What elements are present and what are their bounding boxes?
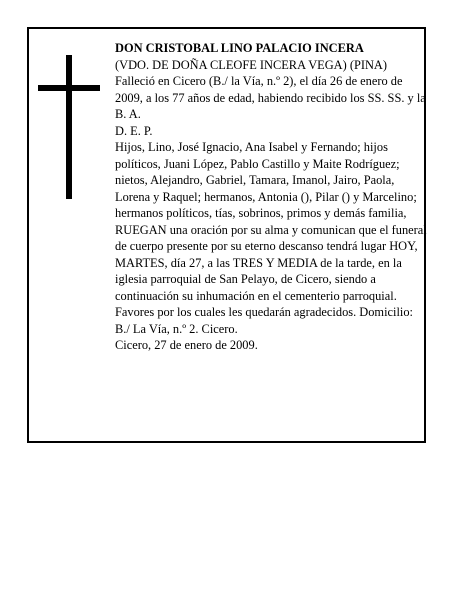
death-announcement: Falleció en Cicero (B./ la Vía, n.º 2), el día 26 de enero de 2009, a los 77 años de edad, habiendo recibido los SS. SS. y la B. A. [115, 74, 426, 121]
obituary-frame [27, 27, 426, 443]
latin-cross-icon [38, 55, 100, 199]
family-list: Hijos, Lino, José Ignacio, Ana Isabel y Fernando; hijos políticos, Juani López, Pablo Castillo y Maite Rodríguez; nietos, Alejandro, Gabriel, Tamara, Imanol, Jairo, Paola, Lorena y Raquel; hermanos, Antonia (), Pilar () y Marcelino; hermanos políticos, tías, sobrinos, primos y demás familia, [115, 140, 417, 220]
cross-horizontal-bar [38, 85, 100, 91]
widow-line: (VDO. DE DOÑA CLEOFE INCERA VEGA) (PINA) [115, 57, 388, 72]
deceased-name: DON CRISTOBAL LINO PALACIO INCERA [115, 41, 364, 55]
rest-in-peace: D. E. P. [115, 123, 153, 138]
funeral-details: RUEGAN una oración por su alma y comunican que el funeral de cuerpo presente por su eterno descanso tendrá lugar HOY, MARTES, día 27, a las TRES Y MEDIA de la tarde, en la iglesia parroquial de San Pelayo, de Cicero, siendo a continuación su inhumación en el cementerio parroquial. Favores por los cuales les quedarán agradecidos. Domicilio: B./ La Vía, n.º 2. Cicero. [115, 222, 427, 336]
place-and-date: Cicero, 27 de enero de 2009. [115, 338, 258, 352]
obituary-text [115, 40, 427, 354]
cross-vertical-bar [66, 55, 72, 199]
